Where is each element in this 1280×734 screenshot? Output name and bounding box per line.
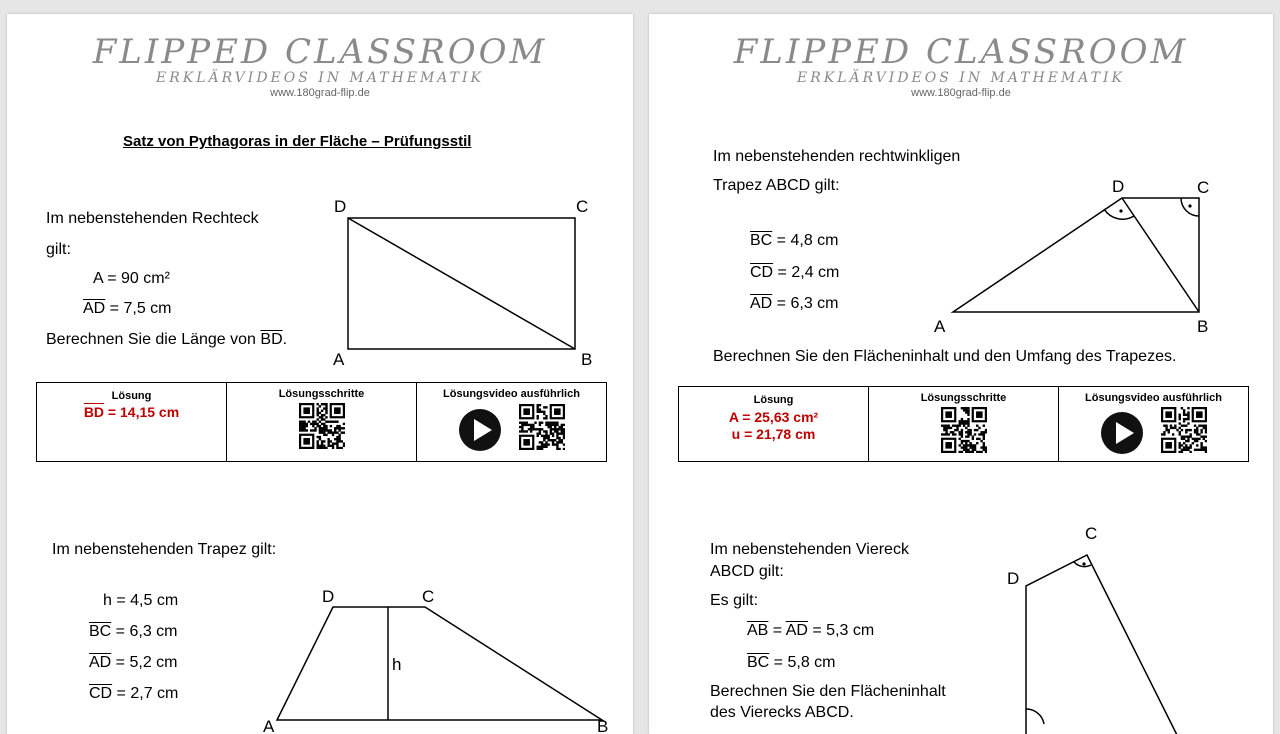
label-b: B	[1197, 317, 1209, 336]
task4-question-line2: des Vierecks ABCD.	[710, 704, 854, 721]
label-a: A	[333, 350, 345, 369]
brand-subtitle: ERKLÄRVIDEOS IN MATHEMATIK	[156, 70, 484, 86]
label-a: A	[263, 717, 275, 734]
label-c: C	[1085, 524, 1098, 543]
diagonal-bd	[348, 218, 575, 349]
solution-table-2	[678, 386, 1249, 462]
task3-given-h: h = 4,5 cm	[103, 592, 179, 609]
worksheet-page-right	[649, 14, 1273, 734]
brand-url: www.180grad-flip.de	[270, 87, 370, 99]
solution-table-1	[36, 382, 607, 462]
label-d: D	[322, 587, 335, 606]
task3-given-cd: $\overline{CD} = 2,7$ cm	[89, 685, 179, 702]
solution-value: $\overline{BD} = 14,15$ cm	[83, 404, 180, 420]
task1-intro-line2: gilt:	[46, 241, 71, 258]
solution-steps-cell	[869, 387, 1059, 462]
solution-steps-header: Lösungsschritte	[920, 392, 1007, 404]
qr-code-icon[interactable]	[1161, 407, 1207, 458]
label-d: D	[334, 197, 347, 216]
solution-header: Lösung	[111, 390, 152, 402]
solution-video-cell	[417, 383, 607, 462]
segment-bc: $\overline{BC}$	[89, 623, 112, 640]
trapezoid-shape	[953, 198, 1199, 312]
task4-es-gilt: Es gilt:	[710, 592, 759, 609]
qr-code-icon[interactable]	[941, 407, 987, 458]
page-title: Satz von Pythagoras in der Fläche – Prüfungsstil	[123, 133, 472, 150]
label-b: B	[581, 350, 593, 369]
label-d: D	[1112, 177, 1125, 196]
label-c: C	[422, 587, 435, 606]
task2-given-cd: $\overline{CD} = 2,4$ cm	[750, 264, 840, 281]
task2-given-bc: $\overline{BC} = 4,8$ cm	[750, 232, 839, 249]
right-trapezoid-figure	[929, 174, 1229, 344]
label-d: D	[1007, 569, 1020, 588]
solution-header: Lösung	[753, 394, 794, 406]
segment-ab: $\overline{AB}$	[747, 622, 769, 639]
solution-value-area: A = 25,63 cm²	[728, 409, 819, 425]
right-angle-dot-c	[1188, 204, 1191, 207]
brand-logo	[7, 34, 633, 100]
task1-intro-line1: Im nebenstehenden Rechteck	[46, 210, 259, 227]
solution-steps-header: Lösungsschritte	[278, 388, 365, 400]
task2-question: Berechnen Sie den Flächeninhalt und den Umfang des Trapezes.	[713, 348, 1177, 365]
solution-video-header: Lösungsvideo ausführlich	[1085, 392, 1222, 404]
task3-given-ad: $\overline{AD} = 5,2$ cm	[89, 654, 178, 671]
rectangle-figure	[327, 194, 607, 374]
task3-given-bc: $\overline{BC} = 6,3$ cm	[89, 623, 178, 640]
solution-steps-cell	[227, 383, 417, 462]
segment-bd: $\overline{BD}$	[260, 331, 283, 348]
task4-question-line1: Berechnen Sie den Flächeninhalt	[710, 683, 946, 700]
label-b: B	[597, 717, 609, 734]
brand-subtitle: ERKLÄRVIDEOS IN MATHEMATIK	[797, 70, 1125, 86]
solution-value-perimeter: u = 21,78 cm	[731, 426, 816, 442]
label-c: C	[1197, 178, 1210, 197]
segment-cd: $\overline{CD}$	[89, 685, 113, 702]
task4-given-bc: $\overline{BC} = 5,8$ cm	[747, 654, 836, 671]
right-angle-dot-d	[1119, 209, 1122, 212]
trapezoid-figure	[257, 574, 617, 734]
quadrilateral-figure	[999, 519, 1199, 720]
play-icon[interactable]	[1100, 411, 1144, 455]
qr-code-icon[interactable]	[299, 403, 345, 454]
label-h: h	[392, 655, 402, 674]
solution-video-cell	[1059, 387, 1249, 462]
segment-bc: $\overline{BC}$	[747, 654, 770, 671]
brand-url: www.180grad-flip.de	[911, 87, 1011, 99]
brand-title: FLIPPED CLASSROOM	[733, 32, 1189, 72]
task4-given-ab-ad: $\overline{AB} = \overline{AD} = 5,3$ cm	[747, 622, 875, 639]
segment-ad: $\overline{AD}$	[89, 654, 112, 671]
segment-ad: $\overline{AD}$	[750, 295, 773, 312]
task1-given-area: A = 90 cm²	[93, 270, 170, 287]
task2-intro-line2: Trapez ABCD gilt:	[713, 177, 840, 194]
quadrilateral-shape	[1026, 555, 1179, 734]
solution-cell	[679, 387, 869, 462]
angle-arc-a	[1026, 709, 1044, 724]
solution-video-header: Lösungsvideo ausführlich	[443, 388, 580, 400]
solution-cell	[37, 383, 227, 462]
task2-intro-line1: Im nebenstehenden rechtwinkligen	[713, 148, 961, 165]
trapezoid-shape	[277, 607, 602, 720]
worksheet-page-left	[7, 14, 633, 734]
brand-title: FLIPPED CLASSROOM	[92, 32, 548, 72]
brand-logo	[649, 34, 1273, 100]
segment-ad: $\overline{AD}$	[785, 622, 808, 639]
segment-cd: $\overline{CD}$	[750, 264, 774, 281]
diagonal-db	[1122, 198, 1199, 312]
right-angle-arc-d	[1104, 209, 1134, 219]
task1-question: Berechnen Sie die Länge von $\overline{BD}$.	[46, 331, 288, 348]
qr-code-icon[interactable]	[519, 404, 565, 455]
label-a: A	[934, 317, 946, 336]
segment-bc: $\overline{BC}$	[750, 232, 773, 249]
task2-given-ad: $\overline{AD} = 6,3$ cm	[750, 295, 839, 312]
play-icon[interactable]	[458, 408, 502, 452]
task3-intro: Im nebenstehenden Trapez gilt:	[52, 541, 277, 558]
right-angle-dot-c	[1082, 562, 1085, 565]
task1-given-ad: $\overline{AD} = 7,5$ cm	[83, 300, 172, 317]
segment-ad: $\overline{AD}$	[83, 300, 106, 317]
task4-intro-line1: Im nebenstehenden Viereck	[710, 541, 909, 558]
task4-intro-line2: ABCD gilt:	[710, 563, 784, 580]
label-c: C	[576, 197, 589, 216]
